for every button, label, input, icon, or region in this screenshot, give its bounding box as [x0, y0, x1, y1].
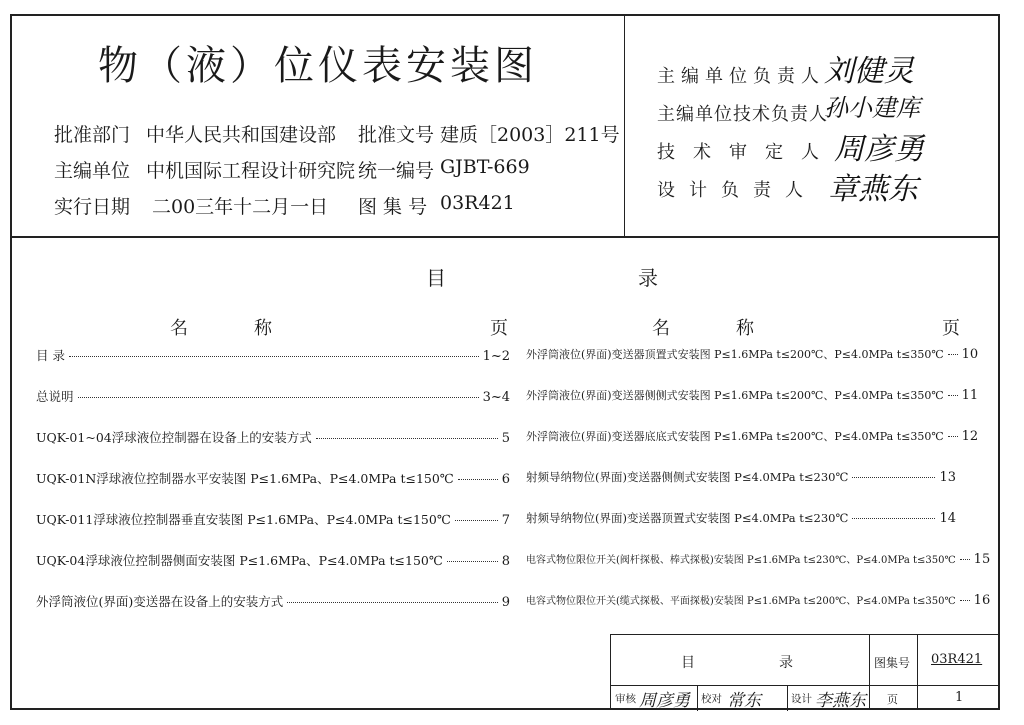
check-signature: 常东 [727, 691, 761, 711]
toc-item[interactable] [36, 387, 510, 405]
title-block-divider [917, 635, 918, 710]
title-block-divider [697, 685, 698, 711]
toc-item-page: 3~4 [482, 390, 510, 405]
toc-item-page: 5 [501, 431, 510, 446]
toc-item[interactable] [36, 346, 510, 364]
col-name-right-2: 称 [736, 318, 754, 339]
toc-item-page: 16 [973, 593, 991, 608]
cover-header [12, 16, 998, 238]
responsible-role: 主编单位负责人 [657, 66, 825, 87]
responsible-role: 设计负责人 [657, 180, 817, 201]
col-page-left: 页 [490, 318, 508, 339]
page-label: 页 [887, 693, 898, 706]
toc-item-name: 外浮筒液位(界面)变送器底底式安装图 P≤1.6MPa t≤200℃、P≤4.0MPa t≤350℃ [526, 430, 944, 443]
toc-item-page: 11 [961, 388, 979, 403]
toc-item-name: 外浮筒液位(界面)变送器侧侧式安装图 P≤1.6MPa t≤200℃、P≤4.0MPa t≤350℃ [526, 389, 944, 402]
toc-item[interactable] [36, 592, 510, 610]
toc-item-name: 外浮筒液位(界面)变送器在设备上的安装方式 [36, 594, 284, 609]
col-name-left-2: 称 [254, 318, 272, 339]
title-block-title-right: 录 [779, 655, 793, 671]
toc-item-name: 电容式物位限位开关(阀杆探极、棒式探极)安装图 P≤1.6MPa t≤230℃、P≤4.0MPa t≤350℃ [526, 555, 956, 566]
approval-dept-label: 批准部门 [54, 124, 131, 146]
leader-dots [852, 518, 935, 519]
signature-1: 刘健灵 [824, 54, 914, 89]
toc-item-name: 射频导纳物位(界面)变送器侧侧式安装图 P≤4.0MPa t≤230℃ [526, 470, 849, 484]
toc-title-left: 目 [426, 266, 446, 290]
signature-2: 孙小建库 [824, 94, 920, 122]
leader-dots [960, 559, 970, 560]
toc-item[interactable] [36, 510, 510, 528]
editor-unit-label: 主编单位 [54, 160, 131, 182]
toc-item[interactable] [36, 469, 510, 487]
toc-item-page: 8 [501, 554, 510, 569]
leader-dots [287, 602, 497, 603]
signature-4: 章燕东 [828, 172, 918, 207]
leader-dots [948, 354, 958, 355]
title-block-title-left: 目 [681, 655, 695, 671]
toc-item[interactable] [526, 387, 979, 403]
approval-doc-value: 建质［2003］211号 [440, 124, 620, 146]
design-label: 设计 [791, 693, 812, 705]
toc-item-name: UQK-011浮球液位控制器垂直安装图 P≤1.6MPa、P≤4.0MPa t≤150℃ [36, 512, 451, 527]
title-block-divider [787, 685, 788, 711]
toc-item-name: UQK-04浮球液位控制器侧面安装图 P≤1.6MPa、P≤4.0MPa t≤150℃ [36, 553, 443, 568]
page-value: 1 [955, 690, 964, 705]
responsible-role: 主编单位技术负责人 [657, 104, 828, 125]
atlas-no-value: 03R421 [440, 192, 515, 214]
toc-item-name: UQK-01~04浮球液位控制器在设备上的安装方式 [36, 430, 312, 445]
title-block [610, 634, 1000, 710]
toc-item-page: 10 [961, 347, 979, 362]
review-signature: 周彦勇 [639, 691, 690, 711]
toc-item-page: 9 [501, 595, 510, 610]
leader-dots [447, 561, 498, 562]
design-signature: 李燕东 [815, 691, 866, 711]
toc-item-page: 1~2 [482, 349, 510, 364]
leader-dots [948, 395, 958, 396]
toc-item[interactable] [526, 346, 979, 362]
toc-item-page: 14 [939, 511, 956, 526]
leader-dots [852, 477, 935, 478]
toc-item-page: 13 [939, 470, 956, 485]
approval-doc-label: 批准文号 [358, 124, 435, 146]
drawing-frame [10, 14, 1000, 710]
col-name-right-1: 名 [652, 318, 670, 339]
unified-no-value: GJBT-669 [440, 156, 530, 178]
toc-item[interactable] [526, 551, 991, 567]
atlas-no-label: 图 集 号 [358, 196, 428, 218]
atlas-label: 图集号 [874, 656, 911, 670]
unified-no-label: 统一编号 [358, 160, 435, 182]
editor-unit-value: 中机国际工程设计研究院 [146, 160, 356, 182]
toc-item[interactable] [526, 592, 991, 608]
toc-item[interactable] [526, 428, 979, 444]
col-name-left-1: 名 [170, 318, 188, 339]
toc-item[interactable] [36, 428, 510, 446]
toc-item-page: 7 [501, 513, 510, 528]
leader-dots [78, 397, 479, 398]
effective-date-value: 二00三年十二月一日 [152, 196, 329, 218]
header-divider [624, 16, 625, 238]
toc-item-name: 目 录 [36, 348, 65, 363]
toc-item-name: UQK-01N浮球液位控制器水平安装图 P≤1.6MPa、P≤4.0MPa t≤150℃ [36, 471, 454, 486]
leader-dots [948, 436, 958, 437]
title-block-divider [869, 635, 870, 710]
check-label: 校对 [701, 693, 722, 705]
leader-dots [960, 600, 970, 601]
responsible-role: 技术审定人 [657, 142, 837, 163]
leader-dots [316, 438, 498, 439]
leader-dots [69, 356, 479, 357]
toc-item-page: 6 [501, 472, 510, 487]
toc-title-right: 录 [638, 266, 658, 290]
toc-item-name: 外浮筒液位(界面)变送器顶置式安装图 P≤1.6MPa t≤200℃、P≤4.0MPa t≤350℃ [526, 348, 944, 361]
leader-dots [455, 520, 498, 521]
effective-date-label: 实行日期 [54, 196, 131, 218]
col-page-right: 页 [942, 318, 960, 339]
toc-item-name: 电容式物位限位开关(缆式探极、平面探极)安装图 P≤1.6MPa t≤200℃、P≤4.0MPa t≤350℃ [526, 596, 956, 607]
toc-item[interactable] [526, 469, 956, 485]
toc-item[interactable] [526, 510, 956, 526]
page-title: 物（液）位仪表安装图 [98, 43, 538, 89]
review-label: 审核 [615, 693, 636, 705]
toc-item-page: 15 [973, 552, 991, 567]
signature-3: 周彦勇 [834, 132, 924, 167]
toc-item[interactable] [36, 551, 510, 569]
approval-dept-value: 中华人民共和国建设部 [146, 124, 337, 146]
leader-dots [458, 479, 498, 480]
toc-item-page: 12 [961, 429, 979, 444]
toc-item-name: 总说明 [36, 389, 74, 404]
atlas-value: 03R421 [931, 652, 983, 667]
toc-item-name: 射频导纳物位(界面)变送器顶置式安装图 P≤4.0MPa t≤230℃ [526, 511, 849, 525]
